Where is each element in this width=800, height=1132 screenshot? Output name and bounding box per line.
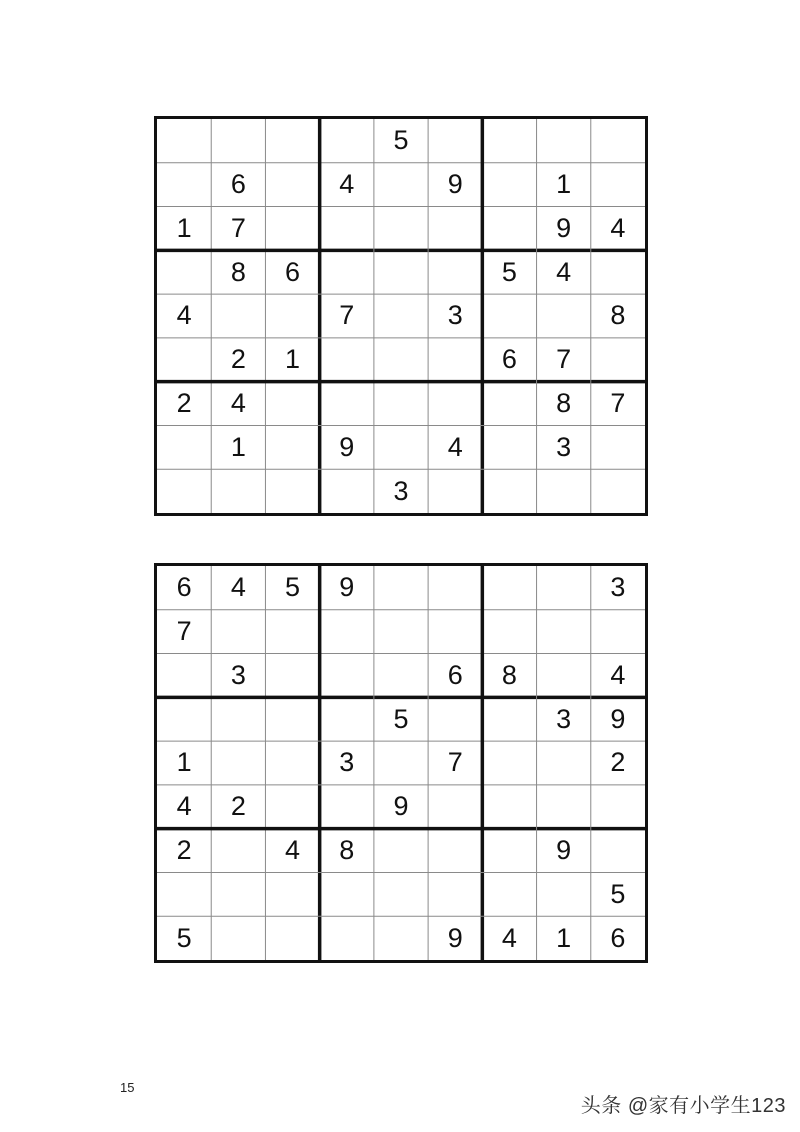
sudoku-cell: [265, 785, 319, 829]
sudoku-cell: 6: [230, 169, 246, 200]
sudoku-cell: [265, 119, 319, 163]
sudoku-cell: [374, 250, 428, 294]
sudoku-cell: [374, 294, 428, 338]
sudoku-cell: 6: [610, 922, 626, 953]
sudoku-cell: 7: [610, 388, 626, 419]
sudoku-cell: [374, 207, 428, 251]
sudoku-cell: [265, 610, 319, 654]
sudoku-cell: [265, 425, 319, 469]
sudoku-cell: 5: [393, 125, 409, 156]
sudoku-cell: [265, 741, 319, 785]
sudoku-cell: 9: [393, 791, 409, 822]
sudoku-cell: [591, 785, 645, 829]
sudoku-cell: [374, 382, 428, 426]
sudoku-cell: [537, 654, 591, 698]
sudoku-cell: 9: [610, 703, 626, 734]
sudoku-cell: 1: [556, 922, 572, 953]
sudoku-cell: [537, 741, 591, 785]
sudoku-cell: 1: [176, 212, 192, 243]
sudoku-cell: 9: [447, 922, 463, 953]
sudoku-cell: [157, 163, 211, 207]
sudoku-cell: 3: [393, 475, 409, 506]
sudoku-cell: [591, 425, 645, 469]
sudoku-cell: 4: [285, 835, 301, 866]
sudoku-cell: [320, 338, 374, 382]
sudoku-cell: [428, 566, 482, 610]
sudoku-cell: 2: [230, 344, 246, 375]
sudoku-cell: [320, 207, 374, 251]
sudoku-cell: [157, 250, 211, 294]
sudoku-cell: 1: [230, 431, 246, 462]
sudoku-cell: [265, 163, 319, 207]
sudoku-cell: [374, 829, 428, 873]
sudoku-cell: 7: [556, 344, 572, 375]
sudoku-cell: 8: [610, 300, 626, 331]
sudoku-cell: 3: [610, 572, 626, 603]
sudoku-cell: 7: [447, 747, 463, 778]
sudoku-cell: [265, 872, 319, 916]
sudoku-cell: [482, 469, 536, 513]
sudoku-cell: 5: [285, 572, 301, 603]
sudoku-cell: 6: [285, 256, 301, 287]
sudoku-cell: [374, 425, 428, 469]
sudoku-cell: [428, 207, 482, 251]
sudoku-cell: 1: [176, 747, 192, 778]
sudoku-cell: [265, 469, 319, 513]
sudoku-cell: [428, 119, 482, 163]
sudoku-cell: [374, 610, 428, 654]
sudoku-cell: [482, 119, 536, 163]
sudoku-cell: [482, 382, 536, 426]
sudoku-cell: [157, 697, 211, 741]
sudoku-cell: [428, 697, 482, 741]
sudoku-cell: [428, 872, 482, 916]
sudoku-cell: [157, 469, 211, 513]
sudoku-cell: 8: [556, 388, 572, 419]
sudoku-cell: 4: [230, 572, 246, 603]
sudoku-cell: [211, 294, 265, 338]
sudoku-cell: [482, 163, 536, 207]
sudoku-cell: [537, 294, 591, 338]
sudoku-cell: 3: [556, 431, 572, 462]
sudoku-cell: [482, 785, 536, 829]
sudoku-cell: 4: [339, 169, 355, 200]
sudoku-cell: [211, 119, 265, 163]
sudoku-cell: [591, 338, 645, 382]
sudoku-cell: 2: [176, 388, 192, 419]
sudoku-cell: [320, 469, 374, 513]
sudoku-cell: [537, 610, 591, 654]
sudoku-cell: 9: [556, 835, 572, 866]
sudoku-puzzle-1: [154, 116, 648, 516]
sudoku-cell: [211, 610, 265, 654]
sudoku-cell: 9: [339, 572, 355, 603]
sudoku-cell: [482, 610, 536, 654]
sudoku-cell: 3: [230, 659, 246, 690]
sudoku-cell: [428, 469, 482, 513]
sudoku-cell: [157, 654, 211, 698]
sudoku-cell: [157, 425, 211, 469]
sudoku-cell: [482, 741, 536, 785]
sudoku-cell: [211, 697, 265, 741]
sudoku-cell: [482, 294, 536, 338]
sudoku-cell: [157, 119, 211, 163]
sudoku-cell: [265, 697, 319, 741]
sudoku-cell: [320, 250, 374, 294]
sudoku-cell: [482, 829, 536, 873]
sudoku-cell: [591, 829, 645, 873]
sudoku-cell: [374, 163, 428, 207]
sudoku-cell: 2: [230, 791, 246, 822]
sudoku-cell: [537, 119, 591, 163]
sudoku-cell: [428, 250, 482, 294]
sudoku-cell: 2: [176, 835, 192, 866]
sudoku-cell: 3: [339, 747, 355, 778]
sudoku-cell: 6: [501, 344, 517, 375]
sudoku-cell: 9: [556, 212, 572, 243]
sudoku-cell: [428, 338, 482, 382]
sudoku-cell: [157, 338, 211, 382]
sudoku-cell: [482, 207, 536, 251]
sudoku-cell: 7: [339, 300, 355, 331]
sudoku-cell: [591, 250, 645, 294]
sudoku-cell: 5: [610, 878, 626, 909]
sudoku-cell: [211, 741, 265, 785]
sudoku-cell: 4: [447, 431, 463, 462]
sudoku-cell: 8: [230, 256, 246, 287]
sudoku-cell: [320, 654, 374, 698]
sudoku-cell: 5: [501, 256, 517, 287]
sudoku-cell: 9: [447, 169, 463, 200]
sudoku-cell: [157, 872, 211, 916]
sudoku-cell: [537, 566, 591, 610]
sudoku-cell: [211, 829, 265, 873]
sudoku-cell: [320, 697, 374, 741]
sudoku-cell: 5: [393, 703, 409, 734]
sudoku-cell: 1: [285, 344, 301, 375]
sudoku-cell: 1: [556, 169, 572, 200]
sudoku-cell: 4: [176, 791, 192, 822]
sudoku-cell: 6: [447, 659, 463, 690]
sudoku-cell: [211, 916, 265, 960]
sudoku-cell: 6: [176, 572, 192, 603]
sudoku-cell: [374, 916, 428, 960]
sudoku-cell: 4: [176, 300, 192, 331]
sudoku-cell: [320, 785, 374, 829]
sudoku-cell: [211, 872, 265, 916]
sudoku-cell: [320, 119, 374, 163]
sudoku-cell: [482, 872, 536, 916]
sudoku-cell: 5: [176, 922, 192, 953]
sudoku-cell: [591, 119, 645, 163]
sudoku-cell: [591, 610, 645, 654]
sudoku-cell: [265, 294, 319, 338]
sudoku-cell: 9: [339, 431, 355, 462]
sudoku-cell: [428, 829, 482, 873]
sudoku-cell: 2: [610, 747, 626, 778]
sudoku-cell: [537, 872, 591, 916]
sudoku-cell: 4: [610, 659, 626, 690]
sudoku-cell: [428, 785, 482, 829]
watermark: 头条 @家有小学生123: [580, 1095, 786, 1117]
sudoku-cell: 8: [339, 835, 355, 866]
sudoku-cell: 3: [556, 703, 572, 734]
sudoku-cell: [374, 566, 428, 610]
sudoku-cell: [428, 610, 482, 654]
sudoku-cell: [537, 785, 591, 829]
sudoku-cell: 8: [501, 659, 517, 690]
sudoku-cell: [320, 382, 374, 426]
sudoku-puzzle-2: [154, 563, 648, 963]
sudoku-cell: [591, 469, 645, 513]
sudoku-cell: [211, 469, 265, 513]
sudoku-cell: 4: [556, 256, 572, 287]
sudoku-cell: [591, 163, 645, 207]
sudoku-cell: [374, 872, 428, 916]
sudoku-cell: 7: [230, 212, 246, 243]
sudoku-cell: [265, 382, 319, 426]
sudoku-cell: 4: [501, 922, 517, 953]
sudoku-cell: 3: [447, 300, 463, 331]
sudoku-cell: [265, 654, 319, 698]
page-number: 15: [120, 1080, 135, 1095]
sudoku-cell: [265, 207, 319, 251]
sudoku-cell: [374, 338, 428, 382]
sudoku-cell: [482, 566, 536, 610]
sudoku-cell: 4: [230, 388, 246, 419]
sudoku-cell: [428, 382, 482, 426]
sudoku-cell: [482, 425, 536, 469]
sudoku-cell: [320, 610, 374, 654]
sudoku-cell: [320, 916, 374, 960]
sudoku-cell: [537, 469, 591, 513]
sudoku-cell: 4: [610, 212, 626, 243]
sudoku-cell: 7: [176, 616, 192, 647]
sudoku-cell: [265, 916, 319, 960]
sudoku-cell: [374, 654, 428, 698]
sudoku-cell: [482, 697, 536, 741]
sudoku-cell: [320, 872, 374, 916]
sudoku-cell: [374, 741, 428, 785]
